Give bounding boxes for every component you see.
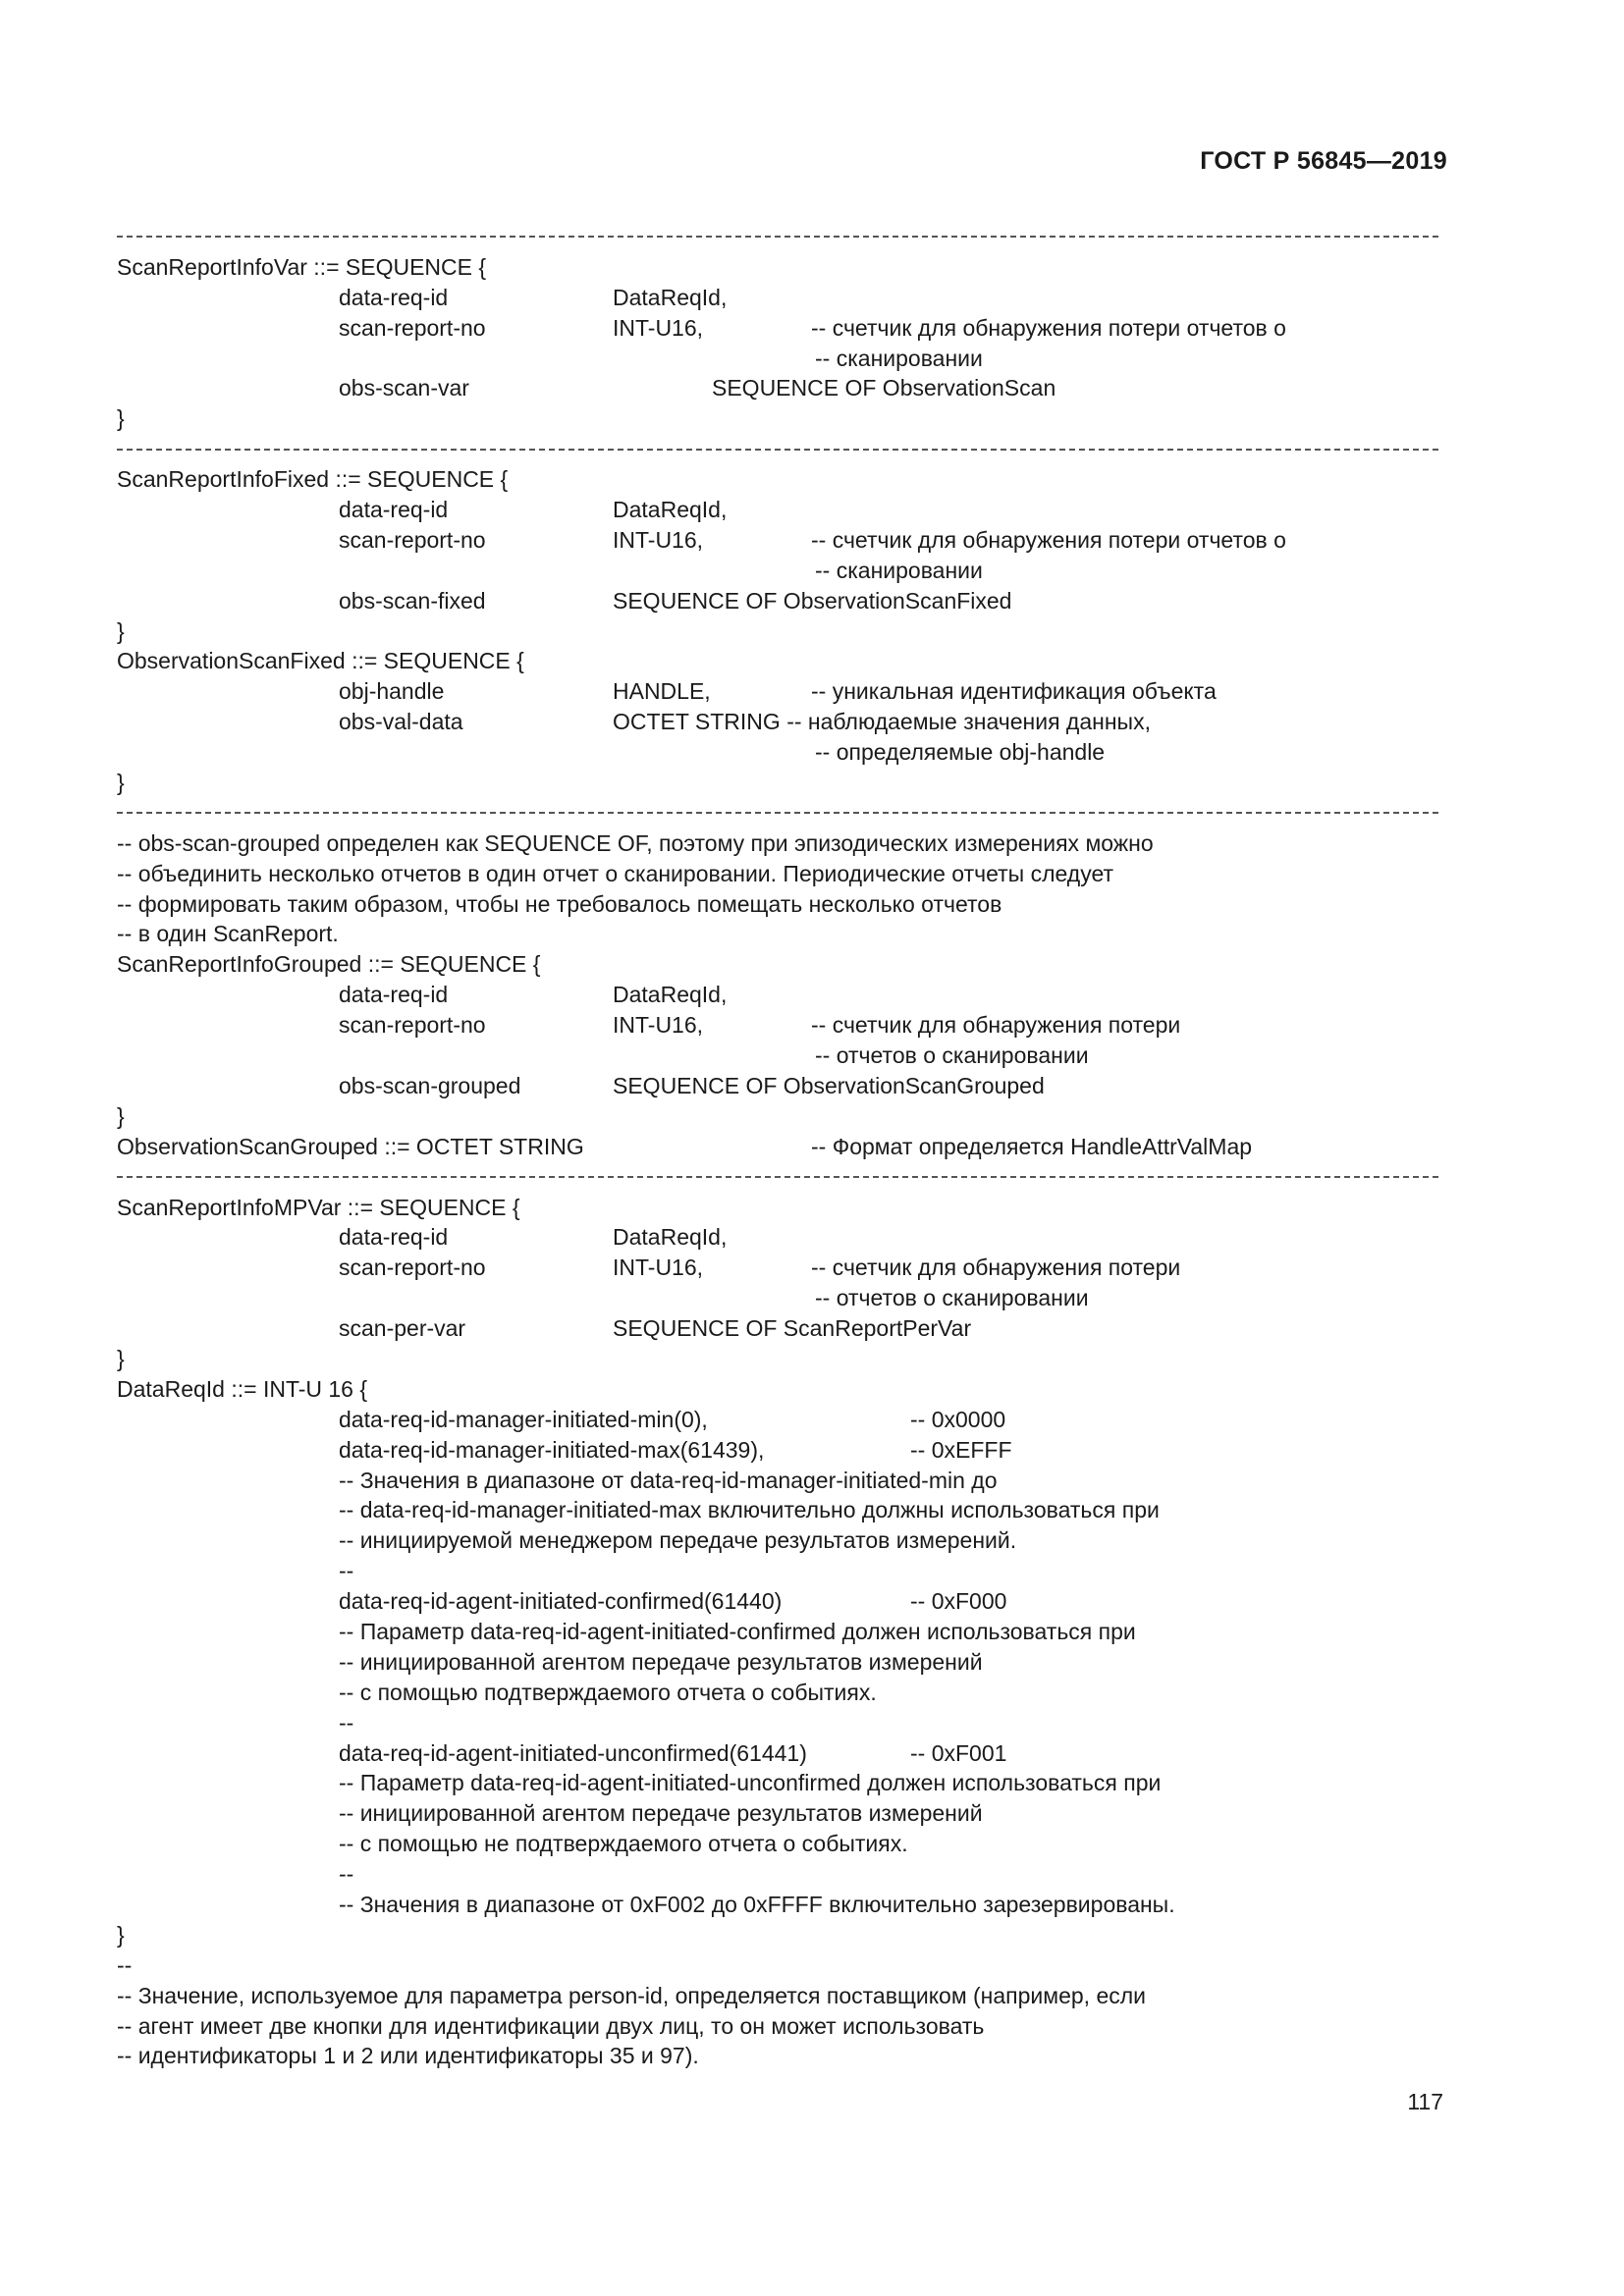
code-text: -- (339, 1861, 354, 1888)
code-line (117, 1738, 1438, 1769)
code-text: -- сканировании (815, 557, 983, 583)
code-line (117, 252, 1438, 283)
code-line (117, 1405, 1438, 1435)
code-text: -- data-req-id-manager-initiated-max включительно должны использоваться при (339, 1497, 1160, 1523)
code-text: DataReqId, (613, 1224, 728, 1251)
code-line (117, 1374, 1438, 1405)
code-line (117, 373, 1438, 403)
code-text: -- Параметр data-req-id-agent-initiated-unconfirmed должен использоваться при (339, 1770, 1162, 1796)
code-line (117, 919, 1438, 949)
code-text: -- определяемые obj-handle (815, 739, 1106, 766)
code-text: obs-scan-grouped (339, 1072, 521, 1098)
code-text: scan-per-var (339, 1315, 466, 1342)
section-separator (117, 222, 1438, 252)
code-text: -- Значения в диапазоне от data-req-id-manager-initiated-min до (339, 1467, 998, 1493)
code-line (117, 1950, 1438, 1981)
code-line (117, 1193, 1438, 1223)
code-line (117, 1829, 1438, 1859)
code-text: -- формировать таким образом, чтобы не требовалось помещать несколько отчетов (117, 890, 1002, 917)
code-text: -- с помощью подтверждаемого отчета о событиях. (339, 1679, 877, 1705)
code-text: -- инициированной агентом передаче результатов измерений (339, 1800, 983, 1827)
code-text: obs-val-data (339, 709, 463, 735)
code-line (117, 344, 1438, 374)
code-text: obs-scan-fixed (339, 587, 486, 614)
code-text: DataReqId, (613, 284, 728, 310)
code-text: HANDLE, (613, 678, 711, 705)
code-text: INT-U16, (613, 1012, 704, 1039)
code-text: } (117, 1102, 125, 1129)
code-text: } (117, 405, 125, 432)
code-line (117, 949, 1438, 980)
code-line (117, 1435, 1438, 1466)
code-text: -- счетчик для обнаружения потери отчетов о (811, 314, 1286, 341)
code-text: -- 0x0000 (910, 1406, 1006, 1432)
code-text: -- с помощью не подтверждаемого отчета о событиях. (339, 1831, 908, 1857)
code-text: DataReqId ::= INT-U 16 { (117, 1375, 368, 1402)
code-text: INT-U16, (613, 1255, 704, 1281)
code-line (117, 1344, 1438, 1374)
code-text: SEQUENCE OF ObservationScanFixed (613, 587, 1012, 614)
code-text: INT-U16, (613, 526, 704, 553)
code-line (117, 2011, 1438, 2042)
page-number: 117 (1407, 2089, 1443, 2114)
code-text: -- инициируемой менеджером передаче результатов измерений. (339, 1527, 1017, 1554)
code-text: -- (339, 1558, 354, 1584)
code-line (117, 1678, 1438, 1708)
code-line (117, 1890, 1438, 1920)
code-line (117, 768, 1438, 798)
section-separator (117, 798, 1438, 828)
code-line (117, 1708, 1438, 1738)
code-line (117, 1041, 1438, 1071)
code-text: SEQUENCE OF ScanReportPerVar (613, 1315, 972, 1342)
code-text: data-req-id (339, 1224, 449, 1251)
section-separator (117, 434, 1438, 464)
code-line (117, 403, 1438, 434)
code-text: data-req-id-agent-initiated-unconfirmed(61441) (339, 1739, 807, 1766)
code-text: -- инициированной агентом передаче результатов измерений (339, 1648, 983, 1675)
code-line (117, 1101, 1438, 1132)
code-text: -- Значение, используемое для параметра person-id, определяется поставщиком (например, если (117, 1982, 1147, 2008)
code-text: ScanReportInfoMPVar ::= SEQUENCE { (117, 1194, 520, 1220)
code-text: INT-U16, (613, 314, 704, 341)
code-line (117, 616, 1438, 647)
code-text: data-req-id-manager-initiated-min(0), (339, 1406, 708, 1432)
code-line (117, 859, 1438, 889)
code-line (117, 495, 1438, 525)
code-text: -- агент имеет две кнопки для идентификации двух лиц, то он может использовать (117, 2012, 985, 2039)
code-text: ObservationScanFixed ::= SEQUENCE { (117, 648, 524, 674)
code-text: -- уникальная идентификация объекта (811, 678, 1217, 705)
code-text: -- сканировании (815, 345, 983, 371)
code-text: data-req-id-agent-initiated-confirmed(61440) (339, 1588, 783, 1615)
code-text: -- Параметр data-req-id-agent-initiated-confirmed должен использоваться при (339, 1618, 1136, 1644)
code-text: -- объединить несколько отчетов в один отчет о сканировании. Периодические отчеты следует (117, 860, 1114, 886)
code-text: -- 0xF001 (910, 1739, 1007, 1766)
code-line (117, 1768, 1438, 1798)
code-text: -- obs-scan-grouped определен как SEQUENCE OF, поэтому при эпизодических измерениях можно (117, 829, 1154, 856)
code-line (117, 1466, 1438, 1496)
code-line (117, 525, 1438, 556)
code-text: -- 0xF000 (910, 1588, 1007, 1615)
code-text: -- в один ScanReport. (117, 921, 339, 947)
code-text: data-req-id (339, 284, 449, 310)
code-text: -- Значения в диапазоне от 0xF002 до 0xFFFF включительно зарезервированы. (339, 1891, 1175, 1917)
code-line (117, 1647, 1438, 1678)
code-text: OCTET STRING -- наблюдаемые значения данных, (613, 709, 1151, 735)
code-line (117, 889, 1438, 920)
code-text: obs-scan-var (339, 375, 469, 401)
code-line (117, 1920, 1438, 1950)
code-line (117, 646, 1438, 676)
code-text: } (117, 617, 125, 644)
code-line (117, 313, 1438, 344)
code-line (117, 1253, 1438, 1283)
code-text: -- счетчик для обнаружения потери отчетов о (811, 526, 1286, 553)
code-line (117, 1010, 1438, 1041)
code-text: ScanReportInfoVar ::= SEQUENCE { (117, 253, 487, 280)
code-text: -- счетчик для обнаружения потери (811, 1255, 1181, 1281)
code-text: DataReqId, (613, 497, 728, 523)
code-line (117, 828, 1438, 859)
code-line (117, 980, 1438, 1010)
code-text: -- счетчик для обнаружения потери (811, 1012, 1181, 1039)
code-text: } (117, 1921, 125, 1948)
code-text: obj-handle (339, 678, 445, 705)
code-line (117, 1556, 1438, 1586)
code-text: data-req-id (339, 982, 449, 1008)
code-line (117, 1981, 1438, 2011)
code-text: -- (339, 1709, 354, 1735)
section-separator (117, 1162, 1438, 1193)
code-line (117, 707, 1438, 737)
code-line (117, 1283, 1438, 1313)
code-line (117, 1071, 1438, 1101)
code-text: ObservationScanGrouped ::= OCTET STRING (117, 1133, 584, 1159)
code-line (117, 737, 1438, 768)
code-line (117, 1222, 1438, 1253)
code-line (117, 283, 1438, 313)
standard-designation: ГОСТ Р 56845—2019 (1200, 147, 1447, 175)
code-text: data-req-id (339, 497, 449, 523)
code-text: scan-report-no (339, 1255, 486, 1281)
code-text: -- Формат определяется HandleAttrValMap (811, 1133, 1253, 1159)
code-text: } (117, 770, 125, 796)
code-line (117, 1495, 1438, 1525)
code-text: SEQUENCE OF ObservationScan (712, 375, 1056, 401)
code-text: scan-report-no (339, 1012, 486, 1039)
code-text: -- отчетов о сканировании (815, 1042, 1089, 1069)
code-text: } (117, 1345, 125, 1371)
code-text: -- идентификаторы 1 и 2 или идентификаторы 35 и 97). (117, 2043, 699, 2069)
asn1-listing (117, 222, 1438, 2071)
code-text: data-req-id-manager-initiated-max(61439), (339, 1436, 765, 1463)
code-text: scan-report-no (339, 526, 486, 553)
code-text: -- отчетов о сканировании (815, 1285, 1089, 1311)
code-line (117, 1586, 1438, 1617)
code-line (117, 1132, 1438, 1162)
code-line (117, 464, 1438, 495)
code-text: SEQUENCE OF ObservationScanGrouped (613, 1072, 1045, 1098)
code-line (117, 1617, 1438, 1647)
code-line (117, 586, 1438, 616)
code-line (117, 1525, 1438, 1556)
code-line (117, 676, 1438, 707)
code-text: scan-report-no (339, 314, 486, 341)
code-text: DataReqId, (613, 982, 728, 1008)
code-line (117, 1313, 1438, 1344)
code-line (117, 1859, 1438, 1890)
code-text: ScanReportInfoFixed ::= SEQUENCE { (117, 466, 509, 493)
code-text: -- 0xEFFF (910, 1436, 1012, 1463)
code-text: -- (117, 1951, 133, 1978)
code-line (117, 1798, 1438, 1829)
code-text: ScanReportInfoGrouped ::= SEQUENCE { (117, 951, 541, 978)
code-line (117, 556, 1438, 586)
code-line (117, 2041, 1438, 2071)
